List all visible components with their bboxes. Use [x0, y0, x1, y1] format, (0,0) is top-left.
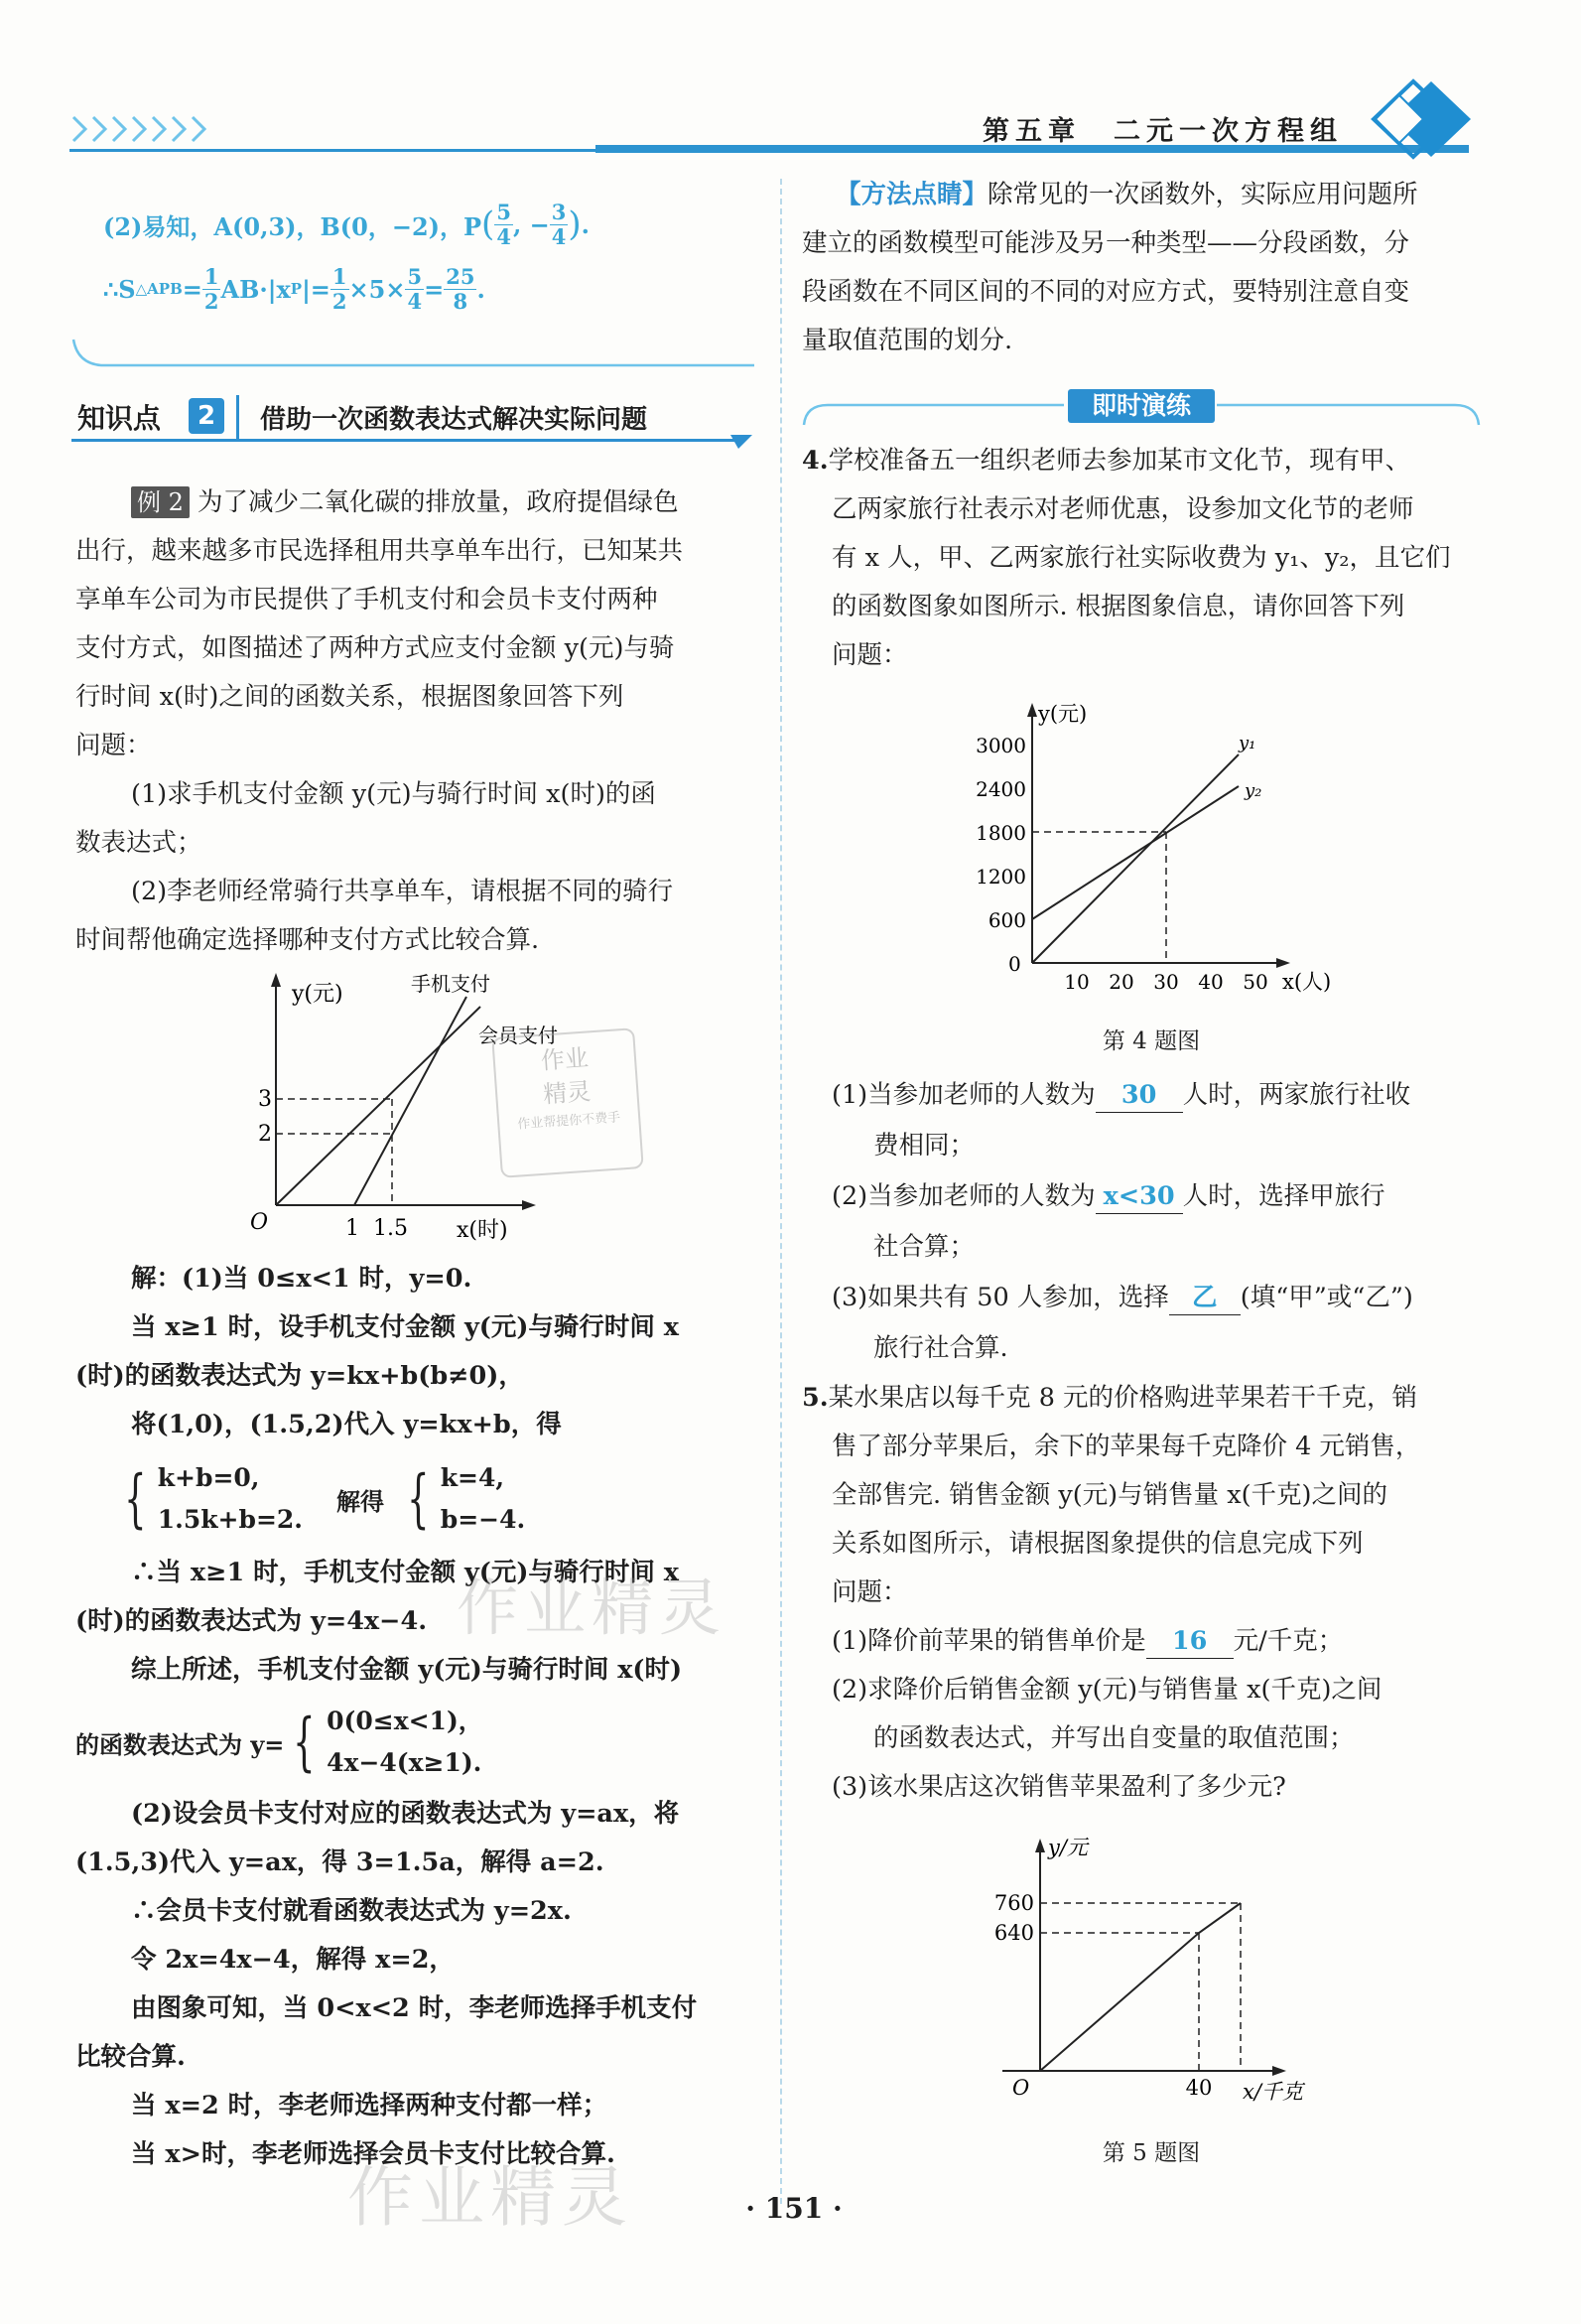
example-line: 享单车公司为市民提供了手机支付和会员卡支付两种	[75, 585, 658, 615]
solution-line: 综上所述，手机支付金额 y(元)与骑行时间 x(时)	[131, 1655, 683, 1685]
solution-line: 当 x≥1 时，设手机支付金额 y(元)与骑行时间 x	[131, 1312, 679, 1342]
piece: 0(0≤x<1)，	[327, 1707, 483, 1735]
q5-line: 关系如图所示，请根据图象提供的信息完成下列	[832, 1529, 1364, 1559]
solution-line: 解：(1)当 0≤x<1 时，y=0.	[131, 1264, 472, 1294]
practice-title: 即时演练	[1068, 389, 1215, 423]
triangle-icon	[730, 435, 752, 451]
x-axis-label: x/千克	[1243, 2080, 1303, 2104]
frac-den: 2	[331, 288, 347, 314]
question-2: (2)李老师经常骑行共享单车，请根据不同的骑行	[131, 877, 674, 906]
origin-label: O	[1012, 2076, 1030, 2100]
q4-line: 有 x 人，甲、乙两家旅行社实际收费为 y₁、y₂，且它们	[832, 543, 1451, 573]
question-1-cont: 数表达式；	[75, 828, 202, 858]
phone-line	[354, 997, 466, 1205]
q4-line: 乙两家旅行社表示对老师优惠，设参加文化节的老师	[832, 494, 1414, 524]
question-4	[802, 437, 1497, 680]
frac-num: 5	[496, 199, 511, 224]
box-bottom-line	[69, 336, 754, 371]
x-tick-50: 50	[1243, 970, 1268, 994]
piecewise-function: 的函数表达式为 y= { 0(0≤x<1)， 4x−4(x≥1).	[75, 1695, 762, 1790]
watermark-text: 作业精灵	[347, 2159, 633, 2236]
method-tag: 【方法点睛】	[836, 180, 988, 209]
example-line: 为了减少二氧化碳的排放量，政府提倡绿色	[198, 487, 679, 517]
area-symbol: ∴S	[103, 274, 136, 304]
answer-suffix: 人时，选择甲旅行	[1182, 1181, 1385, 1211]
solution-line: (2)设会员卡支付对应的函数表达式为 y=ax，将	[131, 1799, 680, 1829]
sales-line	[1040, 1903, 1241, 2071]
y-axis-label: y(元)	[1038, 702, 1088, 726]
x-tick-1.5: 1.5	[373, 1216, 408, 1241]
frac-den: 2	[203, 288, 219, 314]
origin-label: 0	[1008, 952, 1021, 976]
y-tick-760: 760	[993, 1891, 1034, 1915]
frac-num: 1	[203, 263, 219, 289]
example-line: 问题：	[75, 731, 152, 760]
xp-subscript: P	[290, 280, 303, 298]
solution-line: ∴会员卡支付就看函数表达式为 y=2x.	[131, 1896, 572, 1926]
answer-cont: 社合算；	[873, 1232, 976, 1262]
q5-line: 问题：	[832, 1577, 908, 1607]
x-tick-20: 20	[1109, 970, 1134, 994]
question-2-cont: 时间帮他确定选择哪种支付方式比较合算.	[75, 925, 540, 955]
answer-x-lt-30: x<30	[1096, 1179, 1183, 1214]
watermark-stamp	[491, 1027, 644, 1178]
equation: b=−4.	[440, 1505, 526, 1534]
answer-suffix: 元/千克；	[1233, 1626, 1344, 1656]
example-2	[75, 478, 758, 965]
practice-bar	[800, 387, 1481, 427]
q5-question-3: (3)该水果店这次销售苹果盈利了多少元?	[832, 1772, 1286, 1802]
solution-line: (时)的函数表达式为 y=4x−4.	[75, 1606, 428, 1636]
stamp-line: 作业	[540, 1043, 590, 1075]
y1-line	[1032, 754, 1239, 963]
divider	[236, 395, 239, 439]
method-line: 量取值范围的划分.	[802, 326, 1013, 355]
diamond-logo	[1362, 73, 1481, 165]
watermark-text: 作业精灵	[457, 1572, 727, 1644]
q5-line: 售了部分苹果后，余下的苹果每千克降价 4 元销售，	[832, 1432, 1421, 1461]
answer-cont: 旅行社合算.	[873, 1333, 1008, 1363]
y-axis-arrow	[1027, 703, 1037, 717]
knowledge-title: 借助一次函数表达式解决实际问题	[260, 405, 648, 435]
solution-line: 当 x>时，李老师选择会员卡支付比较合算.	[131, 2139, 615, 2169]
y2-label: y₂	[1245, 780, 1262, 801]
equation-system: { k+b=0, 1.5k+b=2. 解得 { k=4, b=−4.	[75, 1449, 762, 1549]
q5-line: 全部售完. 销售金额 y(元)与销售量 x(千克)之间的	[832, 1480, 1388, 1510]
solution-line: 令 2x=4x−4，解得 x=2，	[131, 1945, 455, 1975]
answer-30: 30	[1096, 1078, 1183, 1113]
method-line: 建立的函数模型可能涉及另一种类型——分段函数，分	[802, 228, 1410, 258]
area-subscript: △APB	[135, 280, 183, 298]
method-line: 除常见的一次函数外，实际应用问题所	[988, 180, 1418, 209]
y-tick-3000: 3000	[976, 734, 1026, 757]
frac-num: 3	[551, 199, 567, 224]
y1-label: y₁	[1239, 733, 1256, 753]
frac-den: 4	[496, 223, 511, 249]
question-5	[802, 1374, 1497, 1812]
stamp-line: 作业帮提你不费手	[516, 1110, 621, 1133]
x-tick-40: 40	[1185, 2076, 1213, 2100]
y-tick-600: 600	[988, 908, 1026, 932]
solution-line: 将(1,0)，(1.5,2)代入 y=kx+b，得	[131, 1410, 562, 1439]
frac-num: 5	[407, 263, 423, 289]
prev-solution: (2)易知，A(0,3)，B(0，−2)，P ( $\frac{5}{4}$ , − $\frac{3}{4}$ ) . ∴S △APB = $\frac{1}{2}$ AB·|x P |= $\frac{1}{2}$ ×5× $\frac{5}{4}$ = $\frac{25}{8}$ .	[103, 199, 591, 314]
question-number: 4.	[802, 446, 829, 476]
q4-line: 问题：	[832, 640, 908, 670]
y-tick-1200: 1200	[976, 865, 1026, 889]
area-expr: AB·|x	[220, 274, 291, 304]
solution-line: 当 x=2 时，李老师选择两种支付都一样；	[131, 2091, 608, 2120]
solution-line: 由图象可知，当 0<x<2 时，李老师选择手机支付	[131, 1993, 698, 2023]
y-tick-2: 2	[258, 1122, 272, 1147]
member-line	[276, 1007, 480, 1205]
answer-prefix: (2)当参加老师的人数为	[832, 1181, 1096, 1211]
q4-caption: 第 4 题图	[1102, 1028, 1201, 1054]
x-tick-30: 30	[1153, 970, 1179, 994]
y-tick-3: 3	[258, 1087, 272, 1112]
q4-graph	[953, 695, 1370, 1013]
area-expr-3: ×5×	[348, 274, 406, 304]
example-tag: 例 2	[131, 486, 190, 518]
y-axis-label: y(元)	[292, 982, 343, 1007]
x-tick-1: 1	[345, 1216, 359, 1241]
question-1: (1)求手机支付金额 y(元)与骑行时间 x(时)的函	[131, 779, 656, 809]
y2-line	[1032, 786, 1239, 919]
frac-den: 4	[407, 288, 423, 314]
x-tick-40: 40	[1198, 970, 1224, 994]
frac-num: 25	[446, 263, 475, 289]
solution	[75, 1255, 762, 2179]
y-axis-arrow	[1035, 1839, 1045, 1852]
chapter-title: 第五章 二元一次方程组	[983, 116, 1343, 147]
answer-cont: 费相同；	[873, 1131, 976, 1161]
x-axis-label: x(时)	[457, 1218, 508, 1243]
x-tick-10: 10	[1064, 970, 1090, 994]
solution-line: (1.5,3)代入 y=ax，得 3=1.5a，解得 a=2.	[75, 1847, 604, 1877]
equals: =	[182, 274, 202, 304]
equation: k+b=0,	[157, 1463, 260, 1492]
answer-prefix: (3)如果共有 50 人参加，选择	[832, 1283, 1169, 1312]
method-tip	[802, 171, 1497, 365]
answer-yi: 乙	[1169, 1281, 1241, 1315]
solution-line: ∴当 x≥1 时，手机支付金额 y(元)与骑行时间 x	[131, 1558, 679, 1587]
x-axis-arrow	[1272, 2066, 1286, 2076]
example-line: 出行，越来越多市民选择租用共享单车出行，已知某共	[75, 536, 684, 566]
q5-question-2: (2)求降价后销售金额 y(元)与销售量 x(千克)之间	[832, 1675, 1383, 1705]
q4-line: 的函数图象如图所示. 根据图象信息，请你回答下列	[832, 592, 1405, 621]
chevron-decoration	[69, 111, 218, 147]
answer-suffix: 人时，两家旅行社收	[1182, 1080, 1411, 1110]
member-line-label: 会员支付	[478, 1024, 558, 1047]
solution-line: 的函数表达式为 y=	[75, 1729, 285, 1759]
answer-suffix: (填“甲”或“乙”)	[1240, 1283, 1413, 1312]
knowledge-underline	[71, 439, 738, 442]
y-tick-640: 640	[993, 1921, 1034, 1945]
q5-graph	[983, 1831, 1340, 2119]
y-axis-label: y/元	[1048, 1836, 1088, 1859]
phone-line-label: 手机支付	[411, 972, 490, 996]
x-axis-label: x(人)	[1282, 970, 1332, 994]
equation: 1.5k+b=2.	[157, 1505, 304, 1534]
q4-answers	[832, 1070, 1497, 1374]
x-axis-arrow	[1276, 958, 1290, 968]
piece: 4x−4(x≥1).	[327, 1748, 482, 1777]
equation: k=4,	[440, 1463, 505, 1492]
page-number: · 151 ·	[745, 2192, 843, 2225]
example-line: 支付方式，如图描述了两种方式应支付金额 y(元)与骑	[75, 633, 675, 663]
solution-line: (时)的函数表达式为 y=kx+b(b≠0)，	[75, 1361, 524, 1391]
method-line: 段函数在不同区间的不同的对应方式，要特别注意自变	[802, 277, 1410, 307]
answer-prefix: (1)降价前苹果的销售单价是	[832, 1626, 1146, 1656]
answer-16: 16	[1146, 1624, 1234, 1659]
knowledge-number: 2	[189, 398, 224, 434]
q5-question-2-cont: 的函数表达式，并写出自变量的取值范围；	[873, 1723, 1355, 1753]
q4-line: 学校准备五一组织老师去参加某市文化节，现有甲、	[828, 446, 1411, 476]
origin-label: O	[250, 1210, 269, 1235]
q5-caption: 第 5 题图	[1102, 2140, 1201, 2166]
question-number: 5.	[802, 1383, 829, 1413]
solve-word: 解得	[336, 1486, 385, 1516]
column-divider	[780, 179, 782, 2204]
area-expr-2: |=	[302, 274, 330, 304]
y-axis-arrow	[271, 973, 281, 987]
prev-solution-line1: (2)易知，A(0,3)，B(0，−2)，P	[103, 211, 482, 241]
stamp-line: 精灵	[542, 1077, 593, 1109]
frac-den: 4	[551, 223, 567, 249]
frac-num: 1	[331, 263, 347, 289]
page-header	[0, 0, 1581, 169]
solution-line: 比较合算.	[75, 2042, 186, 2072]
frac-den: 8	[453, 288, 468, 314]
q5-line: 某水果店以每千克 8 元的价格购进苹果若干千克，销	[828, 1383, 1418, 1413]
knowledge-point-bar	[71, 391, 756, 443]
x-axis-arrow	[522, 1200, 536, 1210]
y-tick-1800: 1800	[976, 821, 1026, 845]
y-tick-2400: 2400	[976, 777, 1026, 801]
answer-prefix: (1)当参加老师的人数为	[832, 1080, 1096, 1110]
knowledge-label: 知识点	[77, 402, 162, 435]
example-line: 行时间 x(时)之间的函数关系，根据图象回答下列	[75, 682, 624, 712]
